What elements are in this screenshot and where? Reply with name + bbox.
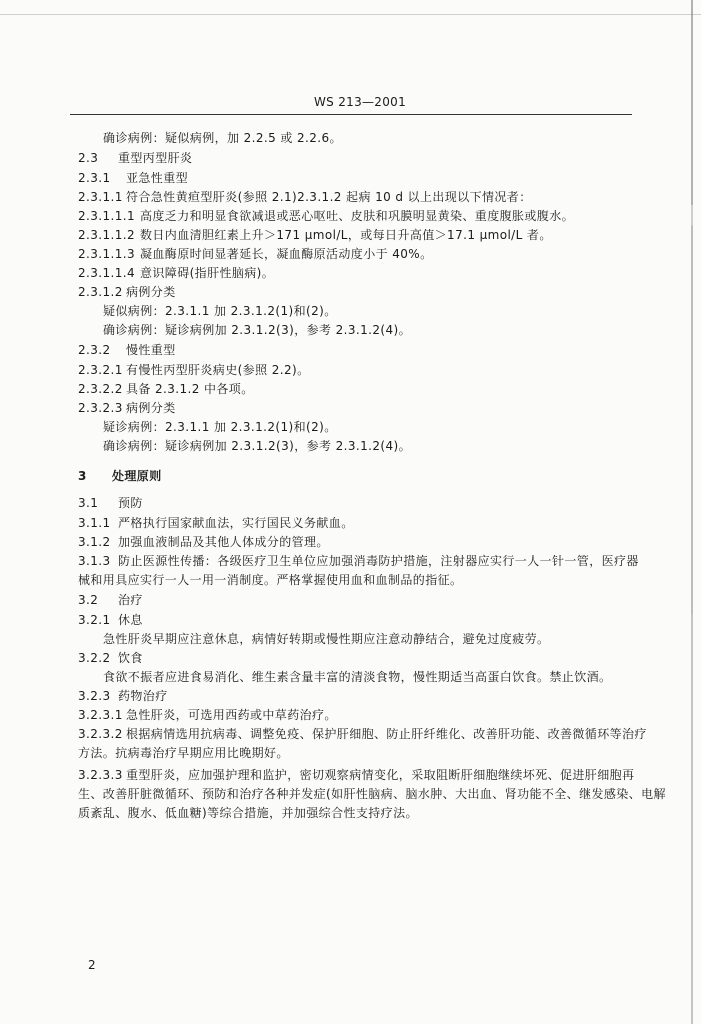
text-line: 生、改善肝脏微循环、预防和治疗各种并发症(如肝性脑病、脑水肿、大出血、肾功能不全、继发感染、电解 bbox=[78, 787, 666, 801]
clause: 2.3.1.1.2 数日内血清胆红素上升＞171 μmol/L，或每日升高值＞17.1 μmol/L 者。 bbox=[78, 228, 552, 242]
clause: 2.3.1.1.1 高度乏力和明显食欲减退或恶心呕吐、皮肤和巩膜明显黄染、重度腹胀或腹水。 bbox=[78, 209, 575, 223]
clause: 3.2.1 休息 bbox=[78, 613, 143, 627]
clause: 2.3.1.1.3 凝血酶原时间显著延长，凝血酶原活动度小于 40%。 bbox=[78, 247, 433, 261]
text-line: 方法。抗病毒治疗早期应用比晚期好。 bbox=[78, 746, 289, 760]
clause: 3.2.3.3 重型肝炎，应加强护理和监护，密切观察病情变化，采取阻断肝细胞继续坏死、促进肝细胞再 bbox=[78, 768, 635, 782]
clause: 2.3.1.1 符合急性黄疸型肝炎(参照 2.1)2.3.1.2 起病 10 d 以上出现以下情况者： bbox=[78, 190, 532, 204]
clause: 3.2.3 药物治疗 bbox=[78, 689, 168, 703]
text-line: 确诊病例：疑诊病例加 2.3.1.2(3)，参考 2.3.1.2(4)。 bbox=[103, 323, 411, 337]
standard-code-header: WS 213—2001 bbox=[314, 95, 407, 109]
section-heading: 2.3.1 亚急性重型 bbox=[78, 171, 189, 185]
section-heading: 2.3 重型丙型肝炎 bbox=[78, 151, 193, 165]
clause: 3.2.3.2 根据病情选用抗病毒、调整免疫、保护肝细胞、防止肝纤维化、改善肝功能、改善微循环等治疗 bbox=[78, 727, 647, 741]
clause: 2.3.2.1 有慢性丙型肝炎病史(参照 2.2)。 bbox=[78, 363, 310, 377]
text-line: 急性肝炎早期应注意休息，病情好转期或慢性期应注意动静结合，避免过度疲劳。 bbox=[103, 632, 550, 646]
clause: 3.1.3 防止医源性传播：各级医疗卫生单位应加强消毒防护措施，注射器应实行一人一针一管，医疗器 bbox=[78, 554, 639, 568]
clause: 3.1.1 严格执行国家献血法，实行国民义务献血。 bbox=[78, 516, 354, 530]
clause: 3.2.3.1 急性肝炎，可选用西药或中草药治疗。 bbox=[78, 708, 337, 722]
clause: 2.3.1.1.4 意识障碍(指肝性脑病)。 bbox=[78, 266, 275, 280]
section-heading: 3.1 预防 bbox=[78, 496, 143, 510]
text-line: 疑诊病例：2.3.1.1 加 2.3.1.2(1)和(2)。 bbox=[103, 420, 337, 434]
page-number: 2 bbox=[88, 958, 96, 972]
text-line: 械和用具应实行一人一用一消制度。严格掌握使用血和血制品的指征。 bbox=[78, 573, 463, 587]
text-line: 疑似病例：2.3.1.1 加 2.3.1.2(1)和(2)。 bbox=[103, 304, 337, 318]
text-line: 食欲不振者应进食易消化、维生素含量丰富的清淡食物，慢性期适当高蛋白饮食。禁止饮酒。 bbox=[103, 670, 612, 684]
clause: 2.3.2.2 具备 2.3.1.2 中各项。 bbox=[78, 382, 254, 396]
text-line: 确诊病例：疑似病例，加 2.2.5 或 2.2.6。 bbox=[103, 131, 342, 145]
clause: 2.3.2.3 病例分类 bbox=[78, 401, 176, 415]
scan-edge-right bbox=[691, 0, 693, 1024]
text-line: 质紊乱、腹水、低血糖)等综合措施，并加强综合性支持疗法。 bbox=[78, 806, 418, 820]
scan-edge-top bbox=[0, 14, 701, 15]
section-heading: 2.3.2 慢性重型 bbox=[78, 343, 176, 357]
clause: 2.3.1.2 病例分类 bbox=[78, 285, 176, 299]
clause: 3.1.2 加强血液制品及其他人体成分的管理。 bbox=[78, 535, 329, 549]
chapter-heading: 3 处理原则 bbox=[78, 469, 162, 483]
section-heading: 3.2 治疗 bbox=[78, 593, 143, 607]
text-line: 确诊病例：疑诊病例加 2.3.1.2(3)，参考 2.3.1.2(4)。 bbox=[103, 439, 411, 453]
clause: 3.2.2 饮食 bbox=[78, 651, 143, 665]
header-rule bbox=[70, 114, 632, 115]
